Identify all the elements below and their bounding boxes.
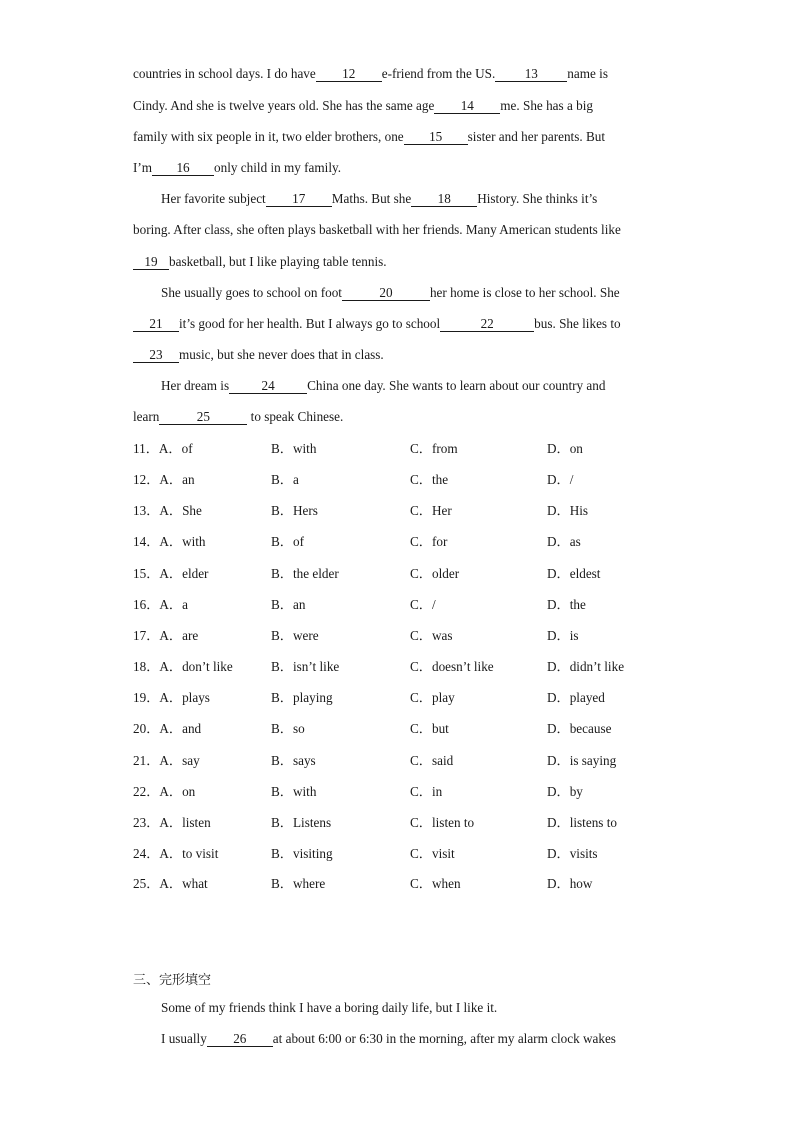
option-a[interactable]: 12．A．an bbox=[133, 472, 195, 487]
option-d[interactable]: D．eldest bbox=[547, 566, 601, 581]
passage-text: I usually bbox=[161, 1031, 207, 1046]
passage-text: it’s good for her health. But I always go to school bbox=[179, 316, 441, 331]
option-d[interactable]: D．visits bbox=[547, 846, 598, 861]
option-c[interactable]: C．when bbox=[410, 876, 461, 891]
question-row bbox=[133, 876, 693, 892]
question-row bbox=[133, 534, 693, 550]
option-d[interactable]: D．on bbox=[547, 441, 583, 456]
question-row bbox=[133, 846, 693, 862]
option-c[interactable]: C．doesn’t like bbox=[410, 659, 494, 674]
option-b[interactable]: B．were bbox=[271, 628, 319, 643]
option-d[interactable]: D．didn’t like bbox=[547, 659, 625, 674]
passage-line bbox=[133, 409, 343, 425]
option-c[interactable]: C．play bbox=[410, 690, 455, 705]
option-c[interactable]: C．but bbox=[410, 721, 449, 736]
option-c[interactable]: C．said bbox=[410, 753, 454, 768]
passage-text: only child in my family. bbox=[214, 160, 342, 175]
passage-text: I’m bbox=[133, 160, 153, 175]
blank-26[interactable]: 26 bbox=[207, 1032, 273, 1047]
blank-15[interactable]: 15 bbox=[404, 130, 468, 145]
blank-18[interactable]: 18 bbox=[411, 192, 477, 207]
option-a[interactable]: 11．A．of bbox=[133, 441, 193, 456]
option-a[interactable]: 24．A．to visit bbox=[133, 846, 219, 861]
passage-line bbox=[161, 191, 597, 207]
option-b[interactable]: B．Hers bbox=[271, 503, 318, 518]
blank-22[interactable]: 22 bbox=[440, 317, 534, 332]
option-d[interactable]: D．how bbox=[547, 876, 593, 891]
blank-13[interactable]: 13 bbox=[495, 67, 567, 82]
passage-line bbox=[161, 1031, 616, 1047]
option-b[interactable]: B．the elder bbox=[271, 566, 339, 581]
option-a[interactable]: 20．A．and bbox=[133, 721, 202, 736]
question-row bbox=[133, 815, 693, 831]
option-a[interactable]: 15．A．elder bbox=[133, 566, 209, 581]
option-c[interactable]: C．older bbox=[410, 566, 460, 581]
passage-text: name is bbox=[567, 66, 608, 81]
passage-text: She usually goes to school on foot bbox=[161, 285, 342, 300]
option-a[interactable]: 13．A．She bbox=[133, 503, 202, 518]
option-d[interactable]: D．because bbox=[547, 721, 612, 736]
option-d[interactable]: D．the bbox=[547, 597, 586, 612]
blank-14[interactable]: 14 bbox=[434, 99, 500, 114]
question-row bbox=[133, 753, 693, 769]
blank-23[interactable]: 23 bbox=[133, 348, 179, 363]
option-d[interactable]: D．is bbox=[547, 628, 579, 643]
passage-text: Some of my friends think I have a boring daily life, but I like it. bbox=[161, 1000, 498, 1015]
option-d[interactable]: D．as bbox=[547, 534, 581, 549]
passage-text: boring. After class, she often plays basketball with her friends. Many American students like bbox=[133, 222, 621, 237]
question-row bbox=[133, 503, 693, 519]
passage-text: her home is close to her school. She bbox=[429, 285, 620, 300]
option-c[interactable]: C．the bbox=[410, 472, 449, 487]
question-row bbox=[133, 597, 693, 613]
question-row bbox=[133, 472, 693, 488]
option-c[interactable]: C．Her bbox=[410, 503, 452, 518]
question-row bbox=[133, 784, 693, 800]
option-b[interactable]: B．Listens bbox=[271, 815, 332, 830]
passage-line bbox=[133, 316, 621, 332]
option-c[interactable]: C．for bbox=[410, 534, 448, 549]
passage-text: Her dream is bbox=[161, 378, 230, 393]
passage-text: basketball, but I like playing table tennis. bbox=[169, 254, 387, 269]
passage-line bbox=[133, 222, 621, 238]
passage-text: music, but she never does that in class. bbox=[179, 347, 384, 362]
blank-16[interactable]: 16 bbox=[152, 161, 214, 176]
passage-text: family with six people in it, two elder brothers, one bbox=[133, 129, 404, 144]
question-row bbox=[133, 566, 693, 582]
option-d[interactable]: D．His bbox=[547, 503, 589, 518]
passage-line bbox=[133, 66, 608, 82]
option-b[interactable]: B．says bbox=[271, 753, 316, 768]
blank-25[interactable]: 25 bbox=[159, 410, 247, 425]
option-b[interactable]: B．visiting bbox=[271, 846, 333, 861]
question-row bbox=[133, 441, 693, 457]
passage-line bbox=[133, 129, 605, 145]
option-d[interactable]: D．played bbox=[547, 690, 605, 705]
passage-text: to speak Chinese. bbox=[247, 409, 344, 424]
question-row bbox=[133, 659, 693, 675]
option-a[interactable]: 18．A．don’t like bbox=[133, 659, 233, 674]
blank-12[interactable]: 12 bbox=[316, 67, 382, 82]
passage-line bbox=[133, 254, 387, 270]
passage-text: learn bbox=[133, 409, 160, 424]
option-b[interactable]: B．where bbox=[271, 876, 326, 891]
blank-24[interactable]: 24 bbox=[229, 379, 307, 394]
blank-19[interactable]: 19 bbox=[133, 255, 169, 270]
option-c[interactable]: C．in bbox=[410, 784, 443, 799]
option-c[interactable]: C．from bbox=[410, 441, 458, 456]
option-a[interactable]: 16．A．a bbox=[133, 597, 188, 612]
blank-20[interactable]: 20 bbox=[342, 286, 430, 301]
option-c[interactable]: C．was bbox=[410, 628, 453, 643]
option-d[interactable]: D．by bbox=[547, 784, 583, 799]
option-b[interactable]: B．isn’t like bbox=[271, 659, 340, 674]
passage-line bbox=[133, 98, 593, 114]
passage-line bbox=[161, 1000, 497, 1016]
option-a[interactable]: 22．A．on bbox=[133, 784, 196, 799]
question-row bbox=[133, 690, 693, 706]
option-a[interactable]: 17．A．are bbox=[133, 628, 199, 643]
option-a[interactable]: 21．A．say bbox=[133, 753, 200, 768]
option-a[interactable]: 14．A．with bbox=[133, 534, 206, 549]
passage-text: bus. She likes to bbox=[534, 316, 621, 331]
option-a[interactable]: 19．A．plays bbox=[133, 690, 210, 705]
option-a[interactable]: 25．A．what bbox=[133, 876, 208, 891]
option-d[interactable]: D．is saying bbox=[547, 753, 617, 768]
passage-text: at about 6:00 or 6:30 in the morning, after my alarm clock wakes bbox=[272, 1031, 616, 1046]
option-b[interactable]: B．with bbox=[271, 441, 317, 456]
option-d[interactable]: D．listens to bbox=[547, 815, 617, 830]
passage-text: sister and her parents. But bbox=[467, 129, 605, 144]
option-b[interactable]: B．an bbox=[271, 597, 306, 612]
option-b[interactable]: B．with bbox=[271, 784, 317, 799]
passage-text: China one day. She wants to learn about our country and bbox=[307, 378, 606, 393]
blank-17[interactable]: 17 bbox=[266, 192, 332, 207]
option-d[interactable]: D．/ bbox=[547, 472, 574, 487]
blank-21[interactable]: 21 bbox=[133, 317, 179, 332]
passage-text: History. She thinks it’s bbox=[477, 191, 598, 206]
question-row bbox=[133, 628, 693, 644]
option-b[interactable]: B．playing bbox=[271, 690, 333, 705]
option-a[interactable]: 23．A．listen bbox=[133, 815, 211, 830]
section-heading: 三、完形填空 bbox=[133, 973, 212, 988]
option-c[interactable]: C．/ bbox=[410, 597, 436, 612]
passage-line bbox=[161, 378, 605, 394]
passage-line bbox=[161, 285, 620, 301]
passage-line bbox=[133, 160, 341, 176]
option-b[interactable]: B．so bbox=[271, 721, 305, 736]
question-row bbox=[133, 721, 693, 737]
option-c[interactable]: C．visit bbox=[410, 846, 455, 861]
passage-text: Maths. But she bbox=[331, 191, 412, 206]
option-b[interactable]: B．of bbox=[271, 534, 304, 549]
passage-text: Her favorite subject bbox=[161, 191, 266, 206]
option-c[interactable]: C．listen to bbox=[410, 815, 475, 830]
passage-text: Cindy. And she is twelve years old. She has the same age bbox=[133, 98, 435, 113]
passage-text: me. She has a big bbox=[500, 98, 593, 113]
option-b[interactable]: B．a bbox=[271, 472, 299, 487]
passage-text: countries in school days. I do have bbox=[133, 66, 316, 81]
passage-line bbox=[133, 347, 384, 363]
passage-text: e-friend from the US. bbox=[381, 66, 496, 81]
